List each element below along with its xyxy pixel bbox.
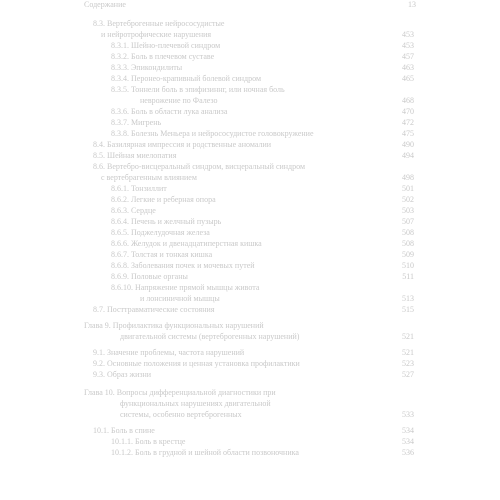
toc-entry-page: 490 <box>402 140 414 149</box>
toc-entry <box>0 194 500 205</box>
toc-entry-title: 9.2. Основные положения и ценная установка профилактики <box>93 359 300 368</box>
toc-entry-page: 465 <box>402 74 414 83</box>
toc-entry-title: Глава 10. Вопросы дифференциальной диагностики при <box>84 388 276 397</box>
toc-entry-title: неврожение по Фалезо <box>140 96 218 105</box>
toc-entry-page: 503 <box>402 206 414 215</box>
toc-entry-title: 10.1. Боль в спине <box>93 426 155 435</box>
toc-entry <box>0 73 500 84</box>
toc-entry-page: 468 <box>402 96 414 105</box>
toc-entry-title: и лонсиничной мышцы <box>140 294 220 303</box>
toc-entry-page: 472 <box>402 118 414 127</box>
toc-entry-title: 10.1.1. Боль в крестце <box>111 437 186 446</box>
toc-entry-title: 8.7. Посттравматические состояния <box>93 305 215 314</box>
toc-entry-page: 494 <box>402 151 414 160</box>
toc-entry-page: 515 <box>402 305 414 314</box>
toc-entry-title: 8.5. Шейная миелопатия <box>93 151 177 160</box>
toc-entry <box>0 227 500 238</box>
toc-entry-page: 453 <box>402 30 414 39</box>
toc-entry-page: 536 <box>402 448 414 457</box>
toc-entry-title: 8.3.1. Шейно-плечевой синдром <box>111 41 221 50</box>
toc-entry-page: 457 <box>402 52 414 61</box>
toc-entry-title: 8.6.2. Легкие и реберная опора <box>111 195 216 204</box>
toc-entry <box>0 249 500 260</box>
toc-entry-page: 521 <box>402 348 414 357</box>
toc-entry <box>0 304 500 315</box>
toc-entry-title: 8.6.10. Напряжение прямой мышцы живота <box>111 283 260 292</box>
toc-entry-title: системы, особенно вертеброгенных <box>120 410 242 419</box>
toc-entry <box>0 84 500 95</box>
toc-entry <box>0 369 500 380</box>
toc-entry <box>0 172 500 183</box>
toc-entry <box>0 40 500 51</box>
toc-entry-title: 10.1.2. Боль в грудной и шейной области позвоночника <box>111 448 299 457</box>
toc-entry-page: 463 <box>402 63 414 72</box>
toc-entry-page: 470 <box>402 107 414 116</box>
toc-entry-title: 8.4. Базилярная импрессия и родственные аномалии <box>93 140 272 149</box>
toc-entry-page: 509 <box>402 250 414 259</box>
toc-entry <box>0 447 500 458</box>
toc-entry-page: 521 <box>402 332 414 341</box>
toc-entry-title: 8.3.7. Мигрень <box>111 118 162 127</box>
toc-entry <box>0 205 500 216</box>
toc-entry <box>0 139 500 150</box>
toc-entry <box>0 183 500 194</box>
toc-entry-page: 453 <box>402 41 414 50</box>
toc-entry-page: 534 <box>402 426 414 435</box>
toc-entry-title: 8.3.6. Боль в области лука анализа <box>111 107 228 116</box>
toc-chapter-line <box>0 409 500 420</box>
toc-chapter-line <box>0 398 500 409</box>
toc-entry <box>0 282 500 293</box>
toc-entry-title: Глава 9. Профилактика функциональных нарушений <box>84 321 264 330</box>
toc-entry <box>0 128 500 139</box>
page-header <box>0 0 500 12</box>
toc-entry-page: 527 <box>402 370 414 379</box>
toc-entry <box>0 150 500 161</box>
toc-entry-title: 8.6.6. Желудок и двенадцатиперстная кишка <box>111 239 262 248</box>
toc-entry-title: 8.3.4. Перонео-крапивный болевой синдром <box>111 74 262 83</box>
toc-entry <box>0 271 500 282</box>
toc-entry-title: 8.3. Вертеброгенные нейрососудистые <box>93 19 225 28</box>
toc-entry <box>0 238 500 249</box>
toc-entry-page: 508 <box>402 228 414 237</box>
toc-entry-title: 8.6.9. Половые органы <box>111 272 188 281</box>
toc-entry-page: 510 <box>402 261 414 270</box>
toc-entry-page: 508 <box>402 239 414 248</box>
toc-entry-title: 9.1. Значение проблемы, частота нарушений <box>93 348 245 357</box>
toc-entry <box>0 347 500 358</box>
toc-entry <box>0 95 500 106</box>
toc-entry <box>0 18 500 29</box>
toc-entry <box>0 117 500 128</box>
spacer <box>0 380 500 387</box>
table-of-contents <box>0 18 500 458</box>
running-title: Содержание <box>84 0 126 9</box>
toc-entry-title: 8.6.3. Сердце <box>111 206 156 215</box>
toc-entry-title: 8.6.4. Печень и желчный пузырь <box>111 217 222 226</box>
toc-entry-title: 8.3.8. Болезнь Меньера и нейрососудистое головокружение <box>111 129 314 138</box>
toc-chapter-line <box>0 331 500 342</box>
toc-entry <box>0 425 500 436</box>
toc-entry-page: 534 <box>402 437 414 446</box>
toc-entry-title: и нейротрофические нарушения <box>101 30 212 39</box>
toc-chapter-line <box>0 387 500 398</box>
toc-entry-page: 501 <box>402 184 414 193</box>
toc-entry-page: 523 <box>402 359 414 368</box>
toc-entry-title: 8.6.8. Заболевания почек и мочевых путей <box>111 261 255 270</box>
toc-entry <box>0 62 500 73</box>
toc-entry-title: двигательной системы (вертеброгенных нарушений) <box>120 332 300 341</box>
toc-entry-title: 8.6.5. Поджелудочная железа <box>111 228 210 237</box>
toc-entry-page: 513 <box>402 294 414 303</box>
toc-entry-title: 8.3.3. Эпикондилиты <box>111 63 183 72</box>
toc-entry-title: 8.6.7. Толстая и тонкая кишка <box>111 250 213 259</box>
toc-entry-title: с вертебрагенным влиянием <box>101 173 197 182</box>
toc-entry <box>0 216 500 227</box>
toc-entry <box>0 51 500 62</box>
toc-entry-title: 8.3.5. Тоннели боль в эпифизиннг, или ночная боль <box>111 85 285 94</box>
toc-entry-title: 8.6. Вертебро-висцеральный синдром, висцеральный синдром <box>93 162 306 171</box>
page-number: 13 <box>408 0 416 9</box>
toc-entry-title: 9.3. Образ жизни <box>93 370 152 379</box>
toc-entry <box>0 260 500 271</box>
toc-entry <box>0 293 500 304</box>
toc-entry <box>0 29 500 40</box>
toc-entry <box>0 436 500 447</box>
toc-entry-title: 8.3.2. Боль в плечевом суставе <box>111 52 215 61</box>
toc-entry-title: 8.6.1. Тонзиллит <box>111 184 167 193</box>
toc-entry-page: 507 <box>402 217 414 226</box>
toc-entry-page: 502 <box>402 195 414 204</box>
toc-entry <box>0 358 500 369</box>
toc-entry-page: 475 <box>402 129 414 138</box>
toc-entry-title: функциональных нарушениях двигательной <box>120 399 271 408</box>
toc-entry <box>0 106 500 117</box>
toc-entry-page: 511 <box>402 272 414 281</box>
toc-chapter-line <box>0 320 500 331</box>
toc-entry-page: 533 <box>402 410 414 419</box>
toc-entry-page: 498 <box>402 173 414 182</box>
toc-entry <box>0 161 500 172</box>
